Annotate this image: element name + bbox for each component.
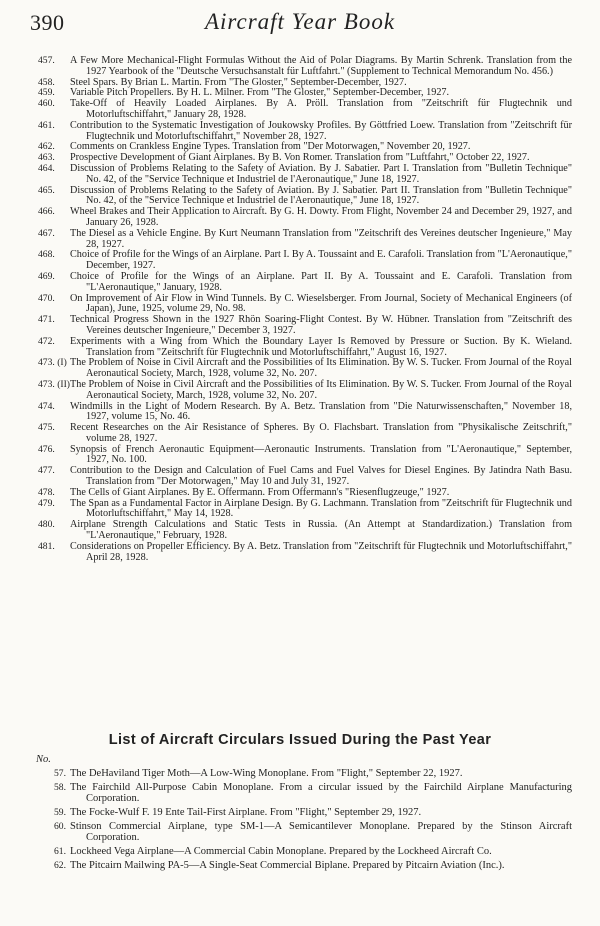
item-number: 469. <box>38 270 55 282</box>
list-item <box>38 164 572 186</box>
item-text: On Improvement of Air Flow in Wind Tunnels. By C. Wieselsberger. From Journal, Society of Mechanical Engineers (of Japan), June, 1925, volume 29, No. 98. <box>70 292 572 315</box>
list-item <box>38 380 572 402</box>
item-number: 472. <box>38 335 55 347</box>
item-text: The Focke-Wulf F. 19 Ente Tail-First Airplane. From "Flight," September 29, 1927. <box>70 807 422 818</box>
item-text: The DeHaviland Tiger Moth—A Low-Wing Monoplane. From "Flight," September 22, 1927. <box>70 768 463 779</box>
item-text: A Few More Mechanical-Flight Formulas Without the Aid of Polar Diagrams. By Martin Schrenk. Translation from the 1927 Yearbook of the "Deutsche Versuchsanstalt für Luftfahrt." (Supplement to Technical Memorandum No. 456.) <box>70 55 572 77</box>
item-text: The Cells of Giant Airplanes. By E. Offermann. From Offermann's "Riesenflugzeuge," 1927. <box>70 486 450 498</box>
item-text: Technical Progress Shown in the 1927 Rhön Soaring-Flight Contest. By W. Hübner. Translation from "Zeitschrift des Vereines deutscher Ingenieure," December 3, 1927. <box>70 314 572 336</box>
item-number: 463. <box>38 152 55 164</box>
item-text: The Span as a Fundamental Factor in Airplane Design. By G. Lachmann. Translation from "Zeitschrift für Flugtechnik und Motorluftschiffahrt," May 14, 1928. <box>70 497 572 520</box>
item-text: Contribution to the Design and Calculation of Fuel Cams and Fuel Valves for Diesel Engines. By Jatindra Nath Basu. Translation from "Der Motorwagen," May 10 and July 31, 1927. <box>70 465 572 488</box>
list-item <box>38 466 572 488</box>
memoranda-list <box>38 56 572 563</box>
item-text: Prospective Development of Giant Airplanes. By B. Von Romer. Translation from "Luftfahrt," October 22, 1927. <box>70 152 530 164</box>
list-item <box>38 821 572 843</box>
item-number: 474. <box>38 400 55 412</box>
item-number: 480. <box>38 519 55 531</box>
item-number: 62. <box>54 860 66 871</box>
item-number: 58. <box>54 782 66 793</box>
item-number: 466. <box>38 206 55 218</box>
item-number: 462. <box>38 141 55 153</box>
list-item <box>38 121 572 143</box>
item-text: The Pitcairn Mailwing PA-5—A Single-Seat Commercial Biplane. Prepared by Pitcairn Aviation (Inc.). <box>70 860 505 871</box>
item-text: The Problem of Noise in Civil Aircraft and the Possibilities of Its Elimination. By W. S. Tucker. From Journal of the Royal Aeronautical Society, March, 1928, volume 32, No. 207. <box>70 378 572 401</box>
item-number: 457. <box>38 55 55 66</box>
item-text: Recent Researches on the Air Resistance of Spheres. By O. Flachsbart. Translation from "Physikalische Zeitschrift," volume 28, 1927. <box>70 422 572 444</box>
item-text: Wheel Brakes and Their Application to Aircraft. By G. H. Dowty. From Flight, November 24 and December 29, 1927, and January 26, 1928. <box>70 206 572 228</box>
item-text: Contribution to the Systematic Investigation of Joukowsky Profiles. By Göttfried Loew. Translation from "Zeitschrift für Flugtechnik und Motorluftschiffahrt," November 28, 1927. <box>70 119 572 142</box>
item-text: Discussion of Problems Relating to the Safety of Aviation. By J. Sabatier. Part I. Translation from "Bulletin Technique" No. 42, of the "Service Technique et Industriel de l'Aeronautique," June 18, 1927. <box>70 162 572 185</box>
item-text: Choice of Profile for the Wings of an Airplane. Part II. By A. Toussaint and E. Carafoli. Translation from "L'Aeronautique," January, 1928. <box>70 270 572 293</box>
list-item <box>38 250 572 272</box>
item-text: Windmills in the Light of Modern Research. By A. Betz. Translation from "Die Naturwissenschaften," November 18, 1927, volume 15, No. 46. <box>70 400 572 423</box>
item-number: 59. <box>54 807 66 818</box>
item-text: Considerations on Propeller Efficiency. By A. Betz. Translation from "Zeitschrift für Flugtechnik und Motorluftschiffahrt," April 28, 1928. <box>70 540 572 563</box>
circulars-list <box>38 768 572 874</box>
list-item <box>38 520 572 542</box>
item-number: 473. (II) <box>38 378 70 390</box>
item-text: Comments on Crankless Engine Types. Translation from "Der Motorwagen," November 20, 1927. <box>70 141 471 153</box>
number-column-label: No. <box>36 754 51 765</box>
page-header <box>0 0 600 40</box>
item-number: 473. (I) <box>38 357 67 369</box>
item-number: 479. <box>38 497 55 509</box>
item-number: 477. <box>38 465 55 477</box>
list-item <box>38 337 572 359</box>
list-item <box>38 315 572 337</box>
item-text: Variable Pitch Propellers. By H. L. Milner. From "The Gloster," September-December, 1927. <box>70 87 450 99</box>
running-title: Aircraft Year Book <box>204 9 396 34</box>
list-item <box>38 782 572 804</box>
item-number: 460. <box>38 98 55 110</box>
list-item <box>38 186 572 208</box>
list-item <box>38 499 572 521</box>
item-number: 61. <box>54 846 66 857</box>
item-number: 465. <box>38 184 55 196</box>
item-number: 468. <box>38 249 55 261</box>
item-text: The Problem of Noise in Civil Aircraft and the Possibilities of Its Elimination. By W. S. Tucker. From Journal of the Royal Aeronautical Society, March, 1928, volume 32, No. 207. <box>70 357 572 380</box>
item-number: 458. <box>38 76 55 88</box>
item-text: Steel Spars. By Brian L. Martin. From "The Gloster," September-December, 1927. <box>70 76 407 88</box>
item-number: 476. <box>38 443 55 455</box>
list-item <box>38 445 572 467</box>
list-item <box>38 99 572 121</box>
section-title: List of Aircraft Circulars Issued During the Past Year <box>108 732 492 748</box>
list-item <box>38 207 572 229</box>
item-number: 461. <box>38 119 55 131</box>
item-number: 470. <box>38 292 55 304</box>
list-item <box>38 846 572 857</box>
item-number: 464. <box>38 162 55 174</box>
item-number: 481. <box>38 540 55 552</box>
item-number: 475. <box>38 422 55 434</box>
item-text: Experiments with a Wing from Which the Boundary Layer Is Removed by Pressure or Suction. By K. Wieland. Translation from "Zeitschrift für Flugtechnik und Motorluftschiffahrt," August 16, 1927. <box>70 335 572 358</box>
item-number: 60. <box>54 821 66 832</box>
item-text: Stinson Commercial Airplane, type SM-1—A Semicantilever Monoplane. Prepared by the Stinson Aircraft Corporation. <box>70 821 572 843</box>
item-text: Discussion of Problems Relating to the Safety of Aviation. By J. Sabatier. Part II. Translation from "Bulletin Technique" No. 42, of the "Service Technique et Industriel de l'Aeronautique," June 18, 1927. <box>70 184 572 207</box>
item-text: The Fairchild All-Purpose Cabin Monoplane. From a circular issued by the Fairchild Airplane Manufacturing Corporation. <box>70 782 572 804</box>
item-text: Lockheed Vega Airplane—A Commercial Cabin Monoplane. Prepared by the Lockheed Aircraft Co. <box>70 846 492 857</box>
item-number: 459. <box>38 87 55 99</box>
item-text: Take-Off of Heavily Loaded Airplanes. By A. Pröll. Translation from "Zeitschrift für Flugtechnik und Motorluftschiffahrt," January 28, 1928. <box>70 98 572 120</box>
list-item <box>38 768 572 779</box>
item-number: 467. <box>38 227 55 239</box>
item-text: Airplane Strength Calculations and Static Tests in Russia. (An Attempt at Standardization.) Translation from "L'Aeronautique," February, 1928. <box>70 519 572 542</box>
item-number: 471. <box>38 314 55 326</box>
list-item <box>38 860 572 871</box>
list-item <box>38 294 572 316</box>
item-text: Choice of Profile for the Wings of an Airplane. Part I. By A. Toussaint and E. Carafoli. Translation from "L'Aeronautique," December, 1927. <box>70 249 572 272</box>
item-number: 57. <box>54 768 66 779</box>
list-item <box>38 542 572 564</box>
list-item <box>38 807 572 818</box>
list-item <box>38 358 572 380</box>
list-item <box>38 56 572 78</box>
list-item <box>38 229 572 251</box>
list-item <box>38 402 572 424</box>
list-item <box>38 423 572 445</box>
item-number: 478. <box>38 486 55 498</box>
page-number: 390 <box>30 10 65 35</box>
item-text: The Diesel as a Vehicle Engine. By Kurt Neumann Translation from "Zeitschrift des Vereines deutscher Ingenieure," May 28, 1927. <box>70 227 572 250</box>
item-text: Synopsis of French Aeronautic Equipment—Aeronautic Instruments. Translation from "L'Aeronautique," September, 1927, No. 100. <box>70 443 572 466</box>
list-item <box>38 272 572 294</box>
